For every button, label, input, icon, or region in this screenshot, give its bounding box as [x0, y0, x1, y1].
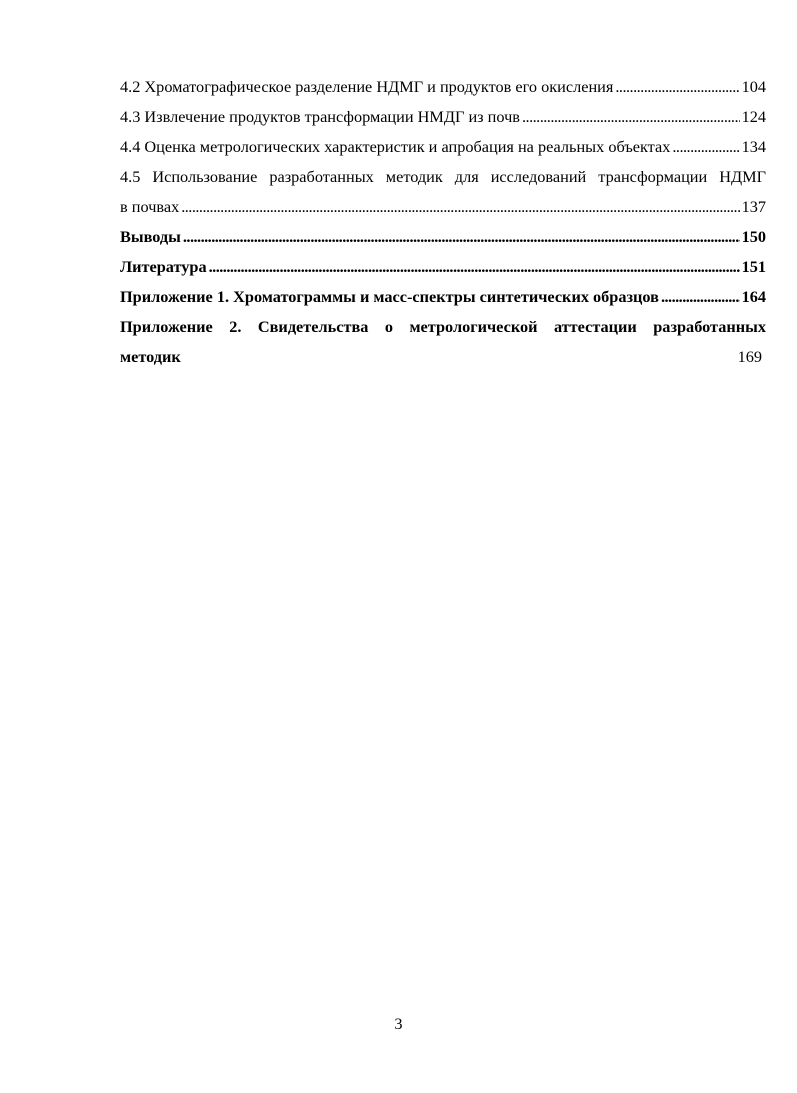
toc-entry-title: 4.3 Извлечение продуктов трансформации НМДГ из почв — [120, 107, 520, 126]
toc-entry-title: Приложение 1. Хроматограммы и масс-спектры синтетических образцов — [120, 287, 659, 306]
toc-entry-title: Выводы — [120, 227, 181, 246]
dot-leader — [672, 132, 739, 162]
toc-entry-title: методик — [120, 347, 181, 366]
dot-leader — [615, 72, 739, 102]
toc-entry-title: 4.2 Хроматографическое разделение НДМГ и продуктов его окисления — [120, 77, 614, 96]
toc-entry-4-4 — [120, 132, 766, 162]
toc-entry-appendix-1 — [120, 282, 766, 312]
toc-entry-appendix-2-line1: Приложение 2. Свидетельства о метрологической аттестации разработанных — [120, 317, 766, 336]
toc-entry-4-3 — [120, 102, 766, 132]
toc-entry-literature — [120, 252, 766, 282]
toc-entry-page: 150 — [741, 227, 766, 246]
toc-entry-page: 169 — [737, 347, 762, 366]
toc-entry-appendix-2 — [120, 342, 762, 372]
toc-entry-page: 104 — [741, 77, 766, 96]
toc-entry-title: в почвах — [120, 197, 180, 216]
table-of-contents — [120, 72, 766, 372]
toc-entry-title: Литература — [120, 257, 207, 276]
page-number: 3 — [394, 1014, 403, 1033]
toc-entry-4-5-line1: 4.5 Использование разработанных методик для исследований трансформации НДМГ — [120, 167, 766, 186]
dot-leader — [522, 102, 740, 132]
dot-leader — [183, 222, 740, 252]
toc-entry-page: 151 — [741, 257, 766, 276]
toc-entry-conclusions — [120, 222, 766, 252]
dot-leader — [181, 192, 739, 222]
toc-entry-page: 137 — [741, 197, 766, 216]
toc-entry-page: 164 — [741, 287, 766, 306]
toc-entry-page: 124 — [741, 107, 766, 126]
toc-entry-page: 134 — [741, 137, 766, 156]
dot-leader — [661, 282, 740, 312]
toc-entry-4-2 — [120, 72, 766, 102]
toc-entry-title: 4.4 Оценка метрологических характеристик и апробация на реальных объектах — [120, 137, 671, 156]
toc-entry-4-5 — [120, 192, 766, 222]
dot-leader — [209, 252, 740, 282]
